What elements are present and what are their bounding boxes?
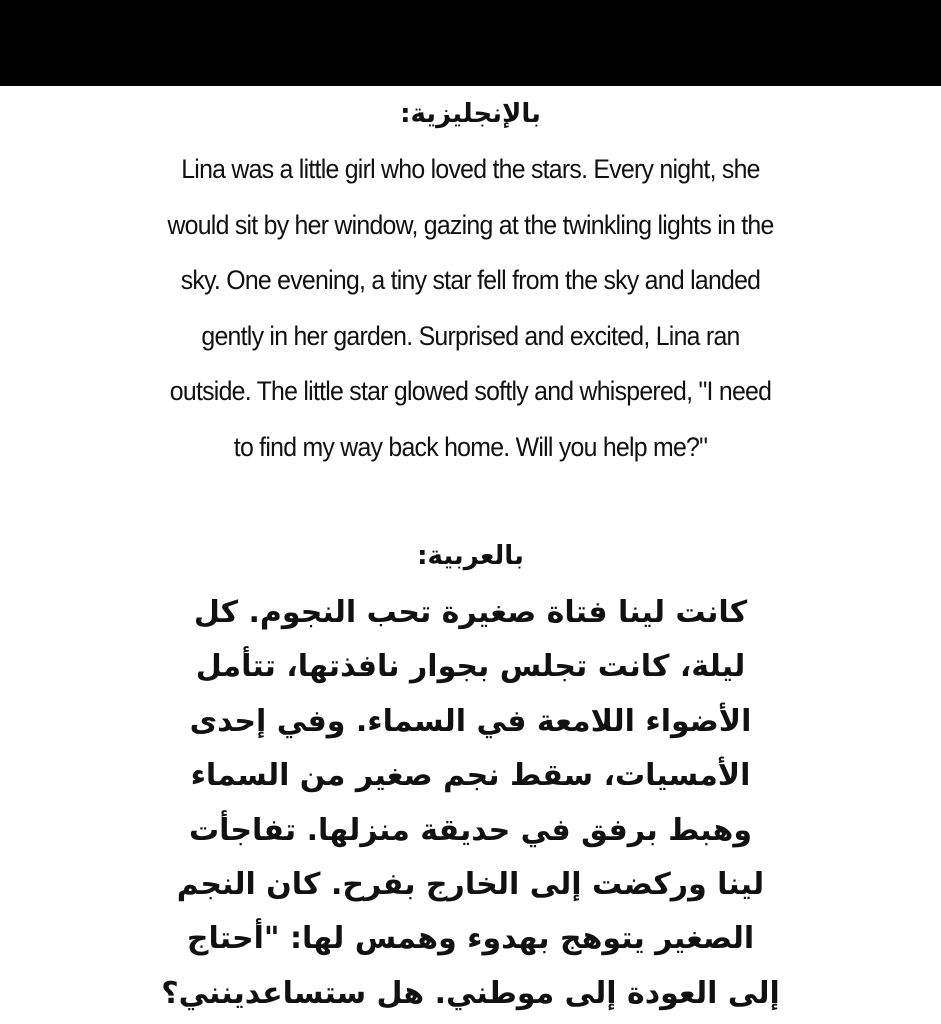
arabic-story-text xyxy=(0,586,941,1021)
english-line-3: sky. One evening, a tiny star fell from the sky and landed xyxy=(180,265,761,296)
english-line-2: would sit by her window, gazing at the twinkling lights in the xyxy=(167,209,774,240)
story-content xyxy=(0,86,941,1024)
english-line-4: gently in her garden. Surprised and excited, Lina ran xyxy=(201,320,740,351)
arabic-line-3: الأضواء اللامعة في السماء. وفي إحدى xyxy=(189,703,752,739)
arabic-line-4: الأمسيات، سقط نجم صغير من السماء xyxy=(190,758,751,794)
top-black-bar xyxy=(0,0,941,86)
english-line-6: to find my way back home. Will you help me?" xyxy=(233,431,708,462)
english-line-5: outside. The little star glowed softly and whispered, "I need xyxy=(169,376,772,407)
arabic-line-7: الصغير يتوهج بهدوء وهمس لها: "أحتاج xyxy=(186,921,755,957)
arabic-line-2: ليلة، كانت تجلس بجوار نافذتها، تتأمل xyxy=(195,649,746,685)
arabic-line-5: وهبط برفق في حديقة منزلها. تفاجأت xyxy=(188,812,752,848)
english-section-heading: بالإنجليزية: xyxy=(400,99,541,129)
arabic-section-heading: بالعربية: xyxy=(417,541,524,571)
arabic-line-6: لينا وركضت إلى الخارج بفرح. كان النجم xyxy=(176,867,765,903)
arabic-line-1: كانت لينا فتاة صغيرة تحب النجوم. كل xyxy=(193,595,748,630)
english-story-text xyxy=(0,142,941,476)
arabic-line-8: إلى العودة إلى موطني. هل ستساعدينني؟ xyxy=(161,975,780,1011)
english-line-1: Lina was a little girl who loved the stars. Every night, she xyxy=(181,154,760,184)
